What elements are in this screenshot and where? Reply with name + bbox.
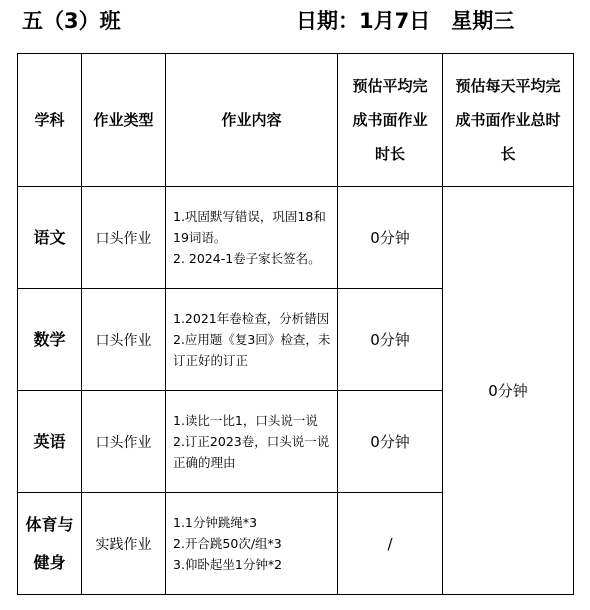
content-cell: 1.巩固默写错误，巩固18和19词语。 2. 2024-1卷子家长签名。: [166, 187, 338, 289]
avg-time-cell: 0分钟: [338, 289, 443, 391]
subject-cell: 体育与 健身: [18, 493, 82, 595]
table-row: [18, 187, 574, 289]
header-row: [18, 54, 574, 187]
avg-time-cell: 0分钟: [338, 391, 443, 493]
header-type: 作业类型: [82, 54, 166, 187]
class-name: 五（3）班: [22, 9, 121, 33]
header-total-time: 预估每天平均完 成书面作业总时 长: [443, 54, 574, 187]
type-cell: 口头作业: [82, 289, 166, 391]
date-text: 日期：1月7日 星期三: [296, 9, 515, 33]
subject-cell: 英语: [18, 391, 82, 493]
avg-time-cell: /: [338, 493, 443, 595]
header-subject: 学科: [18, 54, 82, 187]
subject-cell: 语文: [18, 187, 82, 289]
header-avg-time: 预估平均完 成书面作业 时长: [338, 54, 443, 187]
content-cell: 1.1分钟跳绳*3 2.开合跳50次/组*3 3.仰卧起坐1分钟*2: [166, 493, 338, 595]
homework-table: [17, 53, 574, 595]
avg-time-cell: 0分钟: [338, 187, 443, 289]
type-cell: 实践作业: [82, 493, 166, 595]
subject-cell: 数学: [18, 289, 82, 391]
content-cell: 1.读比一比1，口头说一说 2.订正2023卷，口头说一说正确的理由: [166, 391, 338, 493]
content-cell: 1.2021年卷检查，分析错因 2.应用题《复3回》检查，未订正好的订正: [166, 289, 338, 391]
type-cell: 口头作业: [82, 391, 166, 493]
total-time-cell: 0分钟: [443, 187, 574, 595]
type-cell: 口头作业: [82, 187, 166, 289]
header-content: 作业内容: [166, 54, 338, 187]
